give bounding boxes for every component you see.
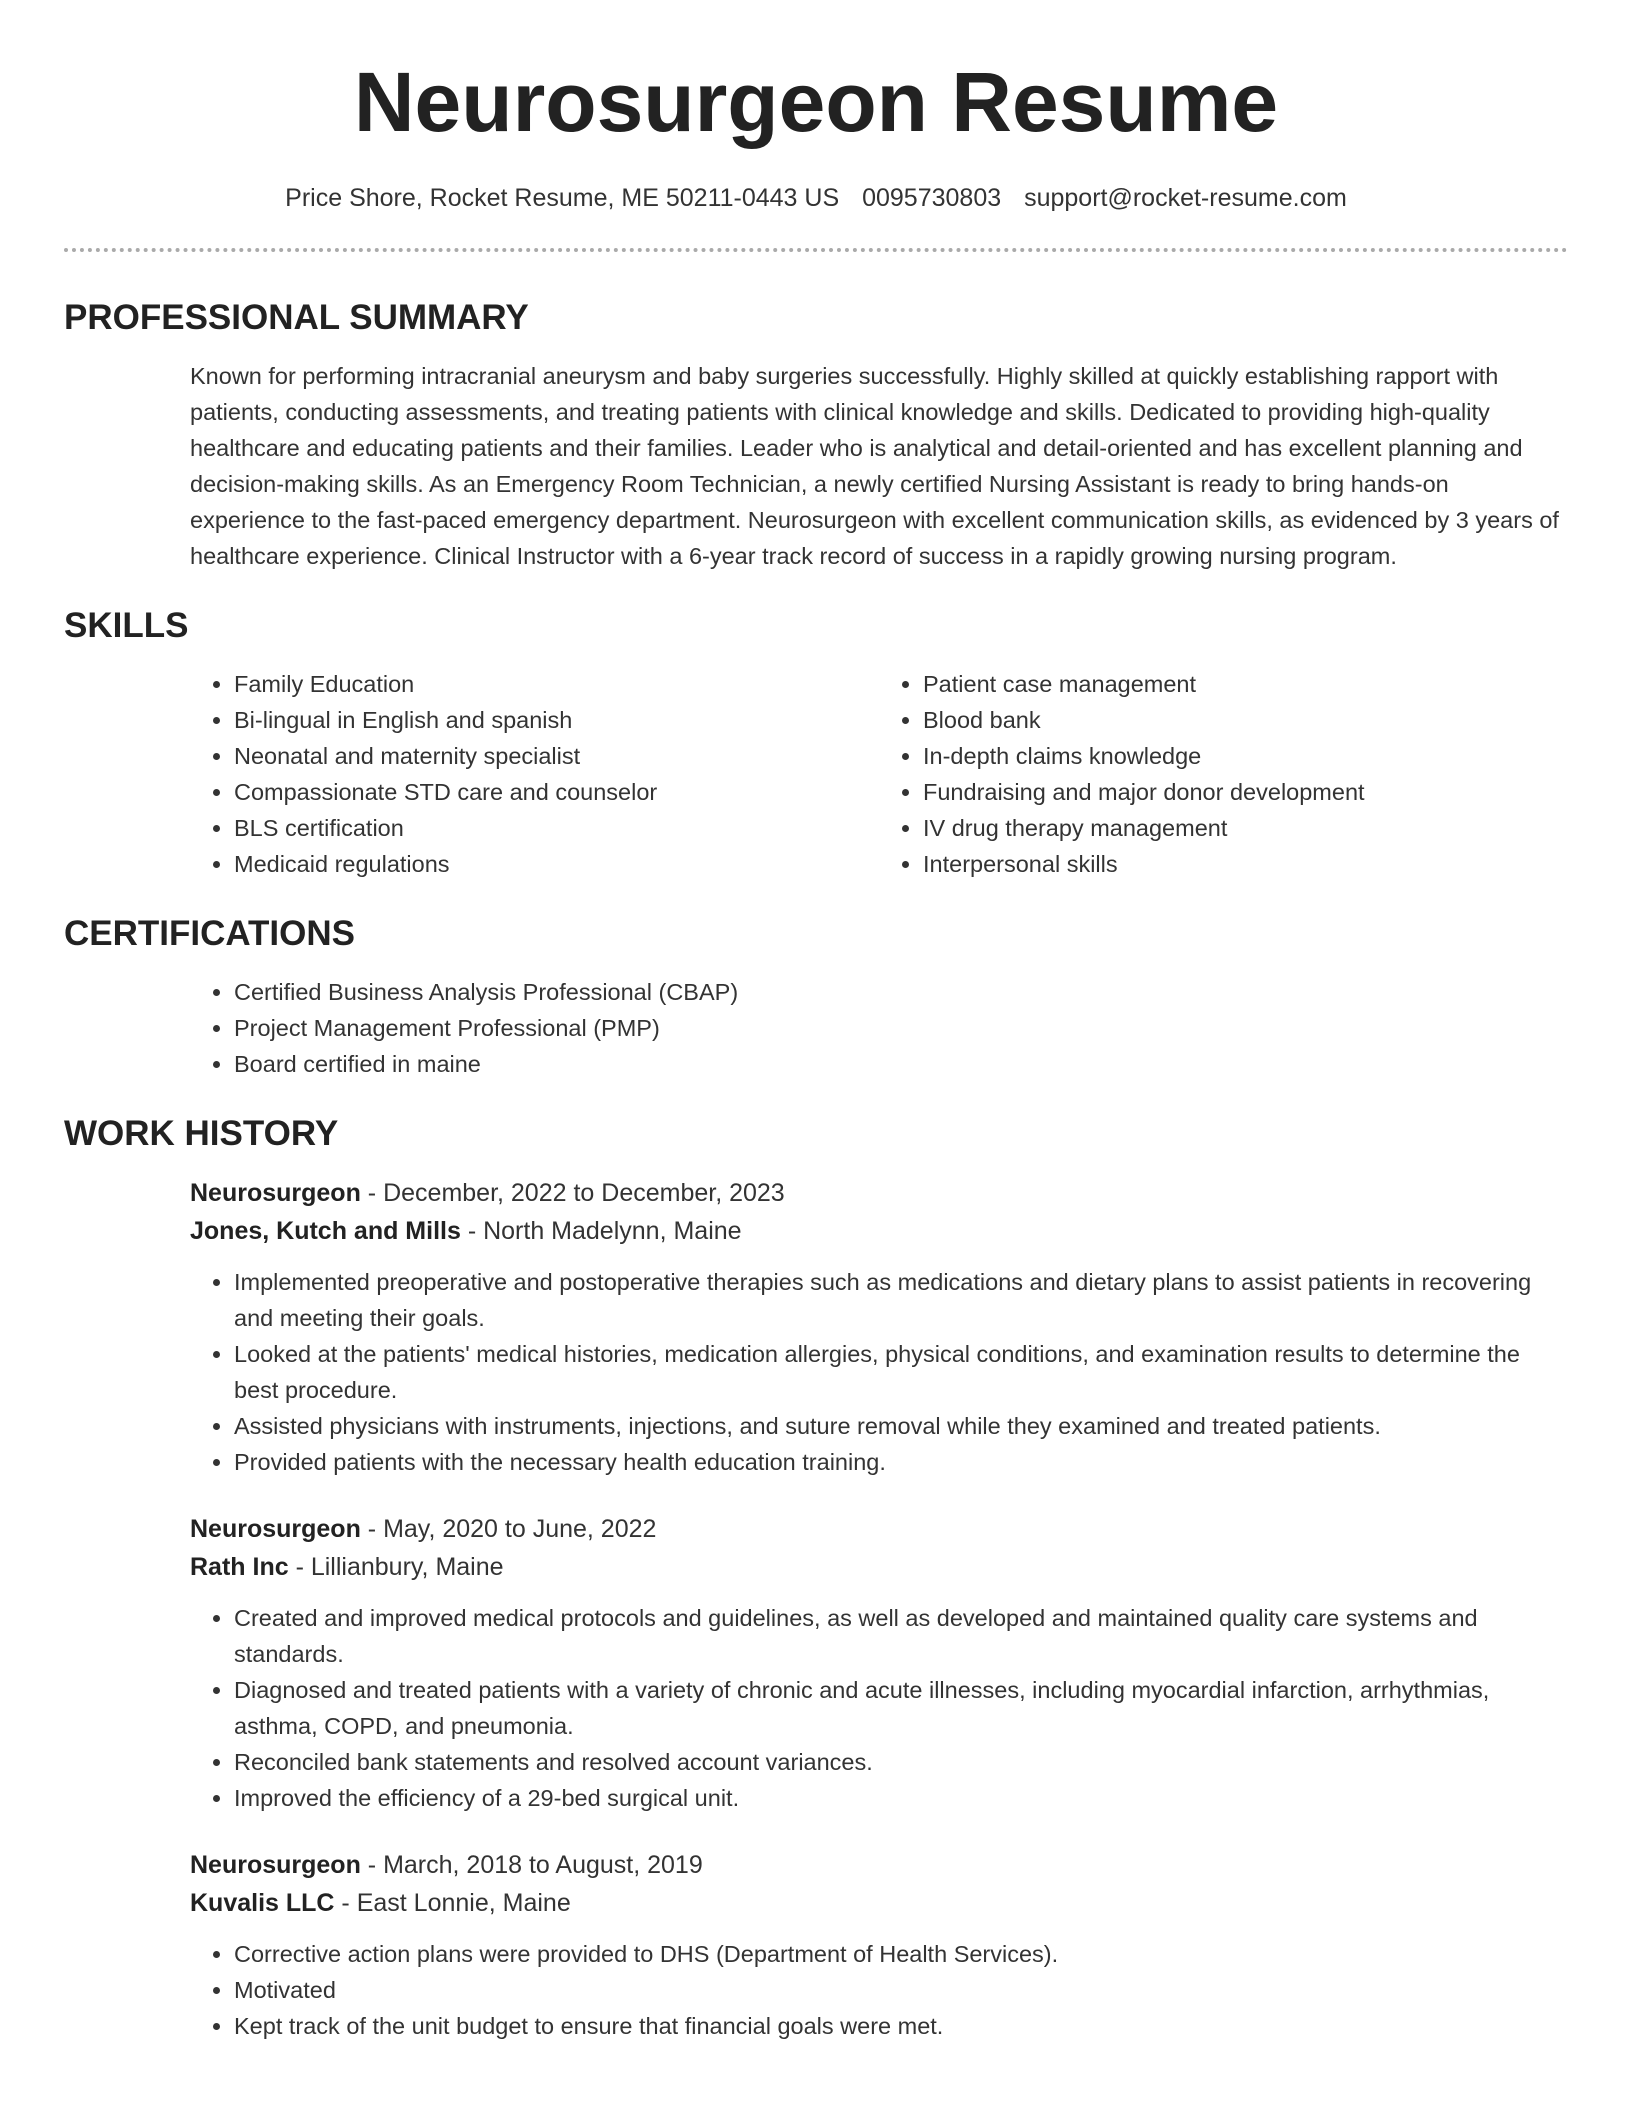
job-bullet: • Kept track of the unit budget to ensure that financial goals were met. [234, 2008, 1568, 2044]
job-role: Neurosurgeon [190, 1515, 361, 1543]
certifications-heading: CERTIFICATIONS [64, 914, 356, 953]
certifications-list [190, 974, 1568, 1082]
skill-item: • Neonatal and maternity specialist [234, 738, 879, 774]
summary-text: Known for performing intracranial aneurysm and baby surgeries successfully. Highly skilled at quickly establishing rapport with patients, conducting assessments, and treating patients with clinical knowledge and skills. Dedicated to providing high-quality healthcare and educating patients and their families. Leader who is analytical and detail-oriented and has excellent planning and decision-making skills. As an Emergency Room Technician, a newly certified Nursing Assistant is ready to bring hands-on experience to the fast-paced emergency department. Neurosurgeon with excellent communication skills, as evidenced by 3 years of healthcare experience. Clinical Instructor with a 6-year track record of success in a rapidly growing nursing program. [190, 363, 1559, 569]
skill-item: • In-depth claims knowledge [923, 738, 1568, 774]
skill-item: • Compassionate STD care and counselor [234, 774, 879, 810]
job-location: - North Madelynn, Maine [460, 1217, 742, 1245]
job-company: Kuvalis LLC [190, 1889, 335, 1917]
job-title-line [190, 1174, 1568, 1212]
certification-item: • Certified Business Analysis Professional (CBAP) [234, 974, 1568, 1010]
job-bullet: • Improved the efficiency of a 29-bed surgical unit. [234, 1780, 1568, 1816]
job-location: - East Lonnie, Maine [334, 1889, 571, 1917]
skill-item: • Fundraising and major donor development [923, 774, 1568, 810]
summary-heading: PROFESSIONAL SUMMARY [64, 298, 529, 337]
job-title-line [190, 1510, 1568, 1548]
contact-phone: 0095730803 [862, 184, 1002, 212]
job-dates: - December, 2022 to December, 2023 [360, 1179, 785, 1207]
job-company-line [190, 1884, 1568, 1922]
skills-list-left [190, 666, 879, 882]
certification-item: • Project Management Professional (PMP) [234, 1010, 1568, 1046]
job-entry [190, 1510, 1568, 1816]
skill-item: • Patient case management [923, 666, 1568, 702]
job-bullet: • Diagnosed and treated patients with a variety of chronic and acute illnesses, including myocardial infarction, arrhythmias, asthma, COPD, and pneumonia. [234, 1672, 1568, 1744]
header-divider [64, 248, 1568, 252]
job-entry [190, 1846, 1568, 2044]
job-bullets [190, 1600, 1568, 1816]
skill-item: • BLS certification [234, 810, 879, 846]
job-dates: - March, 2018 to August, 2019 [360, 1851, 703, 1879]
job-bullet: • Created and improved medical protocols and guidelines, as well as developed and maintained quality care systems and standards. [234, 1600, 1568, 1672]
job-bullet: • Motivated [234, 1972, 1568, 2008]
job-bullets [190, 1936, 1568, 2044]
job-location: - Lillianbury, Maine [288, 1553, 504, 1581]
summary-section [64, 296, 1568, 574]
job-role: Neurosurgeon [190, 1851, 361, 1879]
job-bullet: • Assisted physicians with instruments, injections, and suture removal while they examined and treated patients. [234, 1408, 1568, 1444]
job-role: Neurosurgeon [190, 1179, 361, 1207]
work-history-section [64, 1112, 1568, 2044]
job-company-line [190, 1212, 1568, 1250]
contact-line [64, 182, 1568, 214]
job-dates: - May, 2020 to June, 2022 [360, 1515, 657, 1543]
job-bullet: • Reconciled bank statements and resolved account variances. [234, 1744, 1568, 1780]
skill-item: • IV drug therapy management [923, 810, 1568, 846]
job-title-line [190, 1846, 1568, 1884]
job-bullet: • Corrective action plans were provided to DHS (Department of Health Services). [234, 1936, 1568, 1972]
job-company-line [190, 1548, 1568, 1586]
resume-header [64, 0, 1568, 252]
skill-item: • Blood bank [923, 702, 1568, 738]
contact-address: Price Shore, Rocket Resume, ME 50211-0443 US [285, 184, 840, 212]
page-title: Neurosurgeon Resume [353, 55, 1279, 149]
contact-email: support@rocket-resume.com [1024, 184, 1347, 212]
skill-item: • Medicaid regulations [234, 846, 879, 882]
job-company: Jones, Kutch and Mills [190, 1217, 461, 1245]
job-bullet: • Implemented preoperative and postoperative therapies such as medications and dietary plans to assist patients in recovering and meeting their goals. [234, 1264, 1568, 1336]
job-bullet: • Provided patients with the necessary health education training. [234, 1444, 1568, 1480]
job-bullets [190, 1264, 1568, 1480]
skills-grid [190, 666, 1568, 882]
job-entry [190, 1174, 1568, 1480]
work-history-heading: WORK HISTORY [64, 1114, 339, 1153]
skill-item: • Bi-lingual in English and spanish [234, 702, 879, 738]
certifications-list-wrap [190, 974, 1568, 1082]
certifications-section [64, 912, 1568, 1082]
skills-list-right [879, 666, 1568, 882]
job-company: Rath Inc [190, 1553, 289, 1581]
skill-item: • Interpersonal skills [923, 846, 1568, 882]
skills-section [64, 604, 1568, 882]
skill-item: • Family Education [234, 666, 879, 702]
job-bullet: • Looked at the patients' medical histories, medication allergies, physical conditions, and examination results to determine the best procedure. [234, 1336, 1568, 1408]
skills-heading: SKILLS [64, 606, 189, 645]
certification-item: • Board certified in maine [234, 1046, 1568, 1082]
